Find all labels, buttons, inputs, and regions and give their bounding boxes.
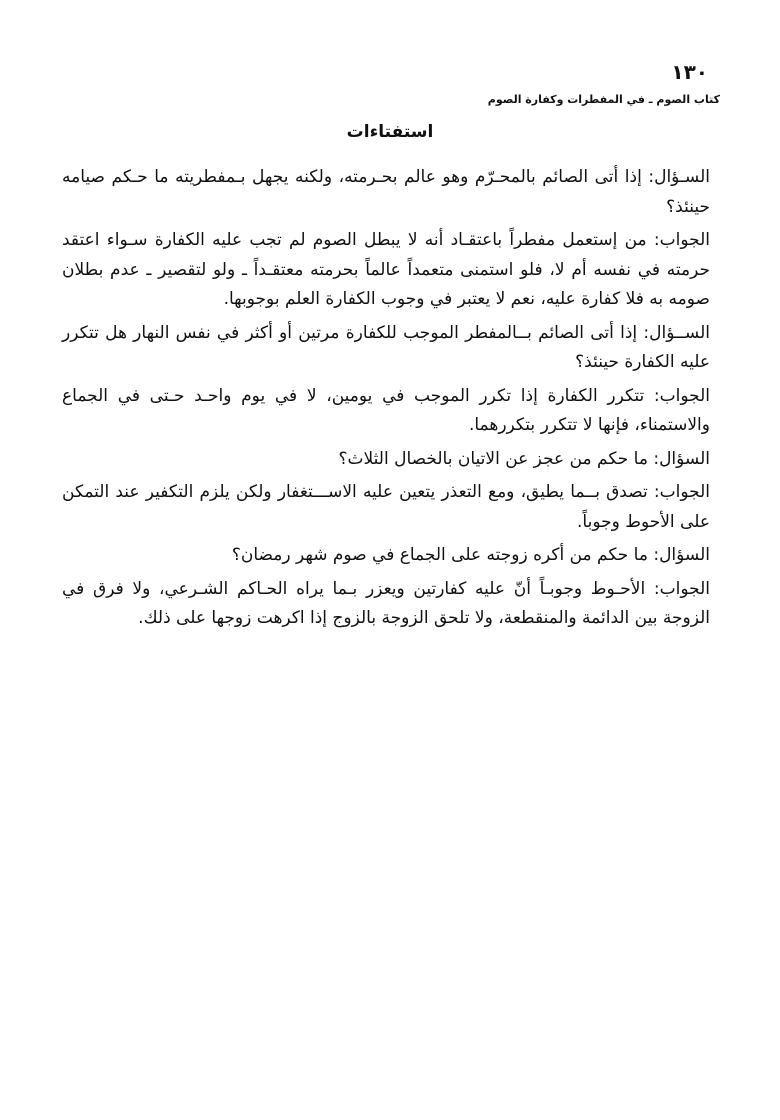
question-paragraph: السؤال: ما حكم من عجز عن الاتيان بالخصال الثلاث؟ — [338, 448, 710, 469]
answer-paragraph: الجواب: من إستعمل مفطراً باعتقـاد أنه لا يبطل الصوم لم تجب عليه الكفارة سـواء اعتقد حرمته في نفسه أم لا، فلو استمنى متعمداً عالماً بحرمته معتقـداً ـ ولو لتقصير ـ عدم بطلان صومه به فلا كفارة عليه، نعم لا يعتبر في وجوب الكفارة العلم بوجوبها. — [62, 230, 710, 309]
running-header: كتاب الصوم ـ في المفطرات وكفارة الصوم — [487, 93, 720, 106]
answer-paragraph: الجواب: تتكرر الكفارة إذا تكرر الموجب في يومين، لا في يوم واحـد حـتى في الجماع والاستمناء، فإنها لا تتكرر بتكررهما. — [62, 385, 710, 435]
answer-paragraph: الجواب: تصدق بــما يطيق، ومع التعذر يتعين عليه الاســـتغفار ولكن يلزم التكفير عند التمكن على الأحوط وجوباً. — [62, 482, 710, 532]
section-title: استفتاءات — [346, 122, 434, 142]
answer-paragraph: الجواب: الأحـوط وجوبـاً أنّ عليه كفارتين ويعزر بـما يراه الحـاكم الشـرعي، ولا فرق في الزوجة بين الدائمة والمنقطعة، ولا تلحق الزوجة بالزوج إذا اكرهت زوجها على ذلك. — [62, 578, 710, 628]
question-paragraph: الســؤال: إذا أتى الصائم بــالمفطر الموجب للكفارة مرتين أو أكثر في نفس النهار هل تتكرر عليه الكفارة حينئذ؟ — [62, 322, 710, 372]
question-paragraph: السـؤال: إذا أتى الصائم بالمحـرّم وهو عالم بحـرمته، ولكنه يجهل بـمفطريته ما حـكم صيامه حينئذ؟ — [62, 167, 710, 217]
page-number: ١٣٠ — [671, 60, 708, 84]
question-paragraph: السؤال: ما حكم من أكره زوجته على الجماع في صوم شهر رمضان؟ — [231, 545, 710, 565]
qa-content — [62, 163, 710, 638]
